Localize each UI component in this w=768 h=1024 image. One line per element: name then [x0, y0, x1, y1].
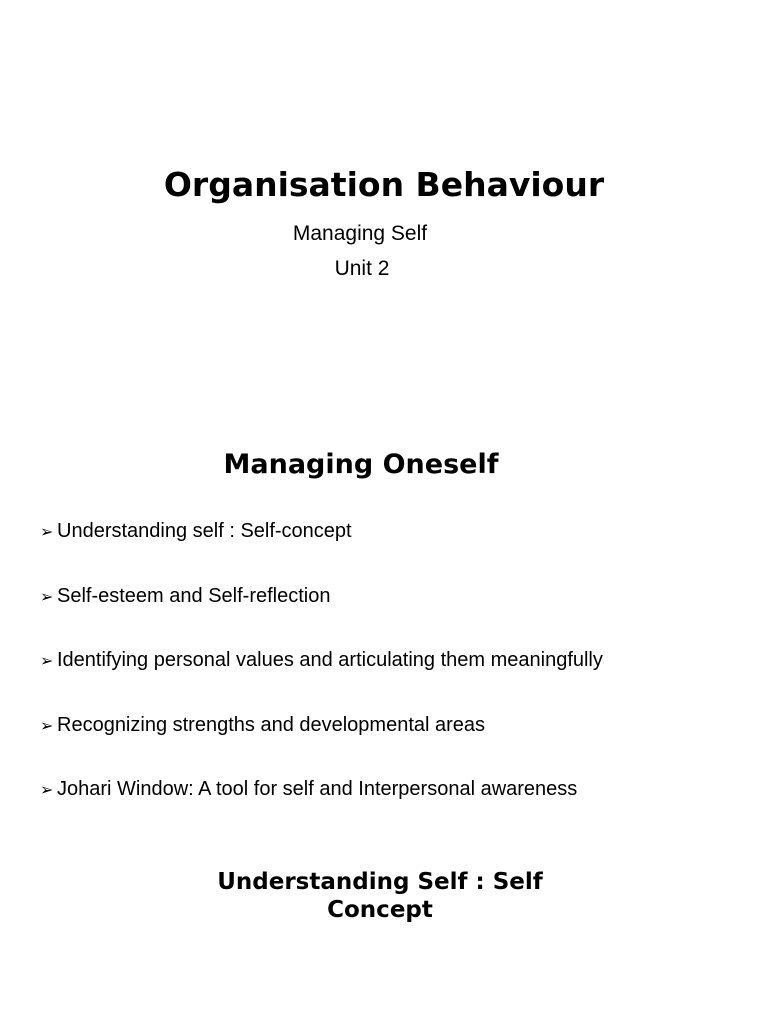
document-subtitle: Managing Self — [292, 222, 428, 245]
topic-list — [40, 517, 740, 840]
document-title: Organisation Behaviour — [163, 165, 605, 204]
next-section-heading — [180, 868, 580, 924]
unit-label: Unit 2 — [334, 257, 390, 280]
list-item-text: Self-esteem and Self-reflection — [57, 584, 331, 607]
list-item-text: Johari Window: A tool for self and Interpersonal awareness — [57, 778, 578, 800]
arrow-bullet-icon: ➢ — [40, 715, 54, 735]
list-item-text: Understanding self : Self-concept — [57, 520, 352, 542]
list-item-text: Recognizing strengths and developmental areas — [57, 713, 486, 736]
next-section-heading-line2: Concept — [327, 897, 433, 923]
arrow-bullet-icon: ➢ — [40, 651, 54, 670]
list-item — [40, 775, 740, 840]
arrow-bullet-icon: ➢ — [40, 586, 54, 606]
next-section-heading-line1: Understanding Self : Self — [217, 869, 543, 895]
list-item — [40, 582, 740, 647]
list-item-text: Identifying personal values and articulating them meaningfully — [57, 649, 603, 671]
list-item — [40, 711, 740, 776]
arrow-bullet-icon: ➢ — [40, 522, 54, 541]
list-item — [40, 517, 740, 582]
arrow-bullet-icon: ➢ — [40, 780, 54, 799]
list-item — [40, 646, 740, 711]
section-heading: Managing Oneself — [223, 449, 499, 480]
